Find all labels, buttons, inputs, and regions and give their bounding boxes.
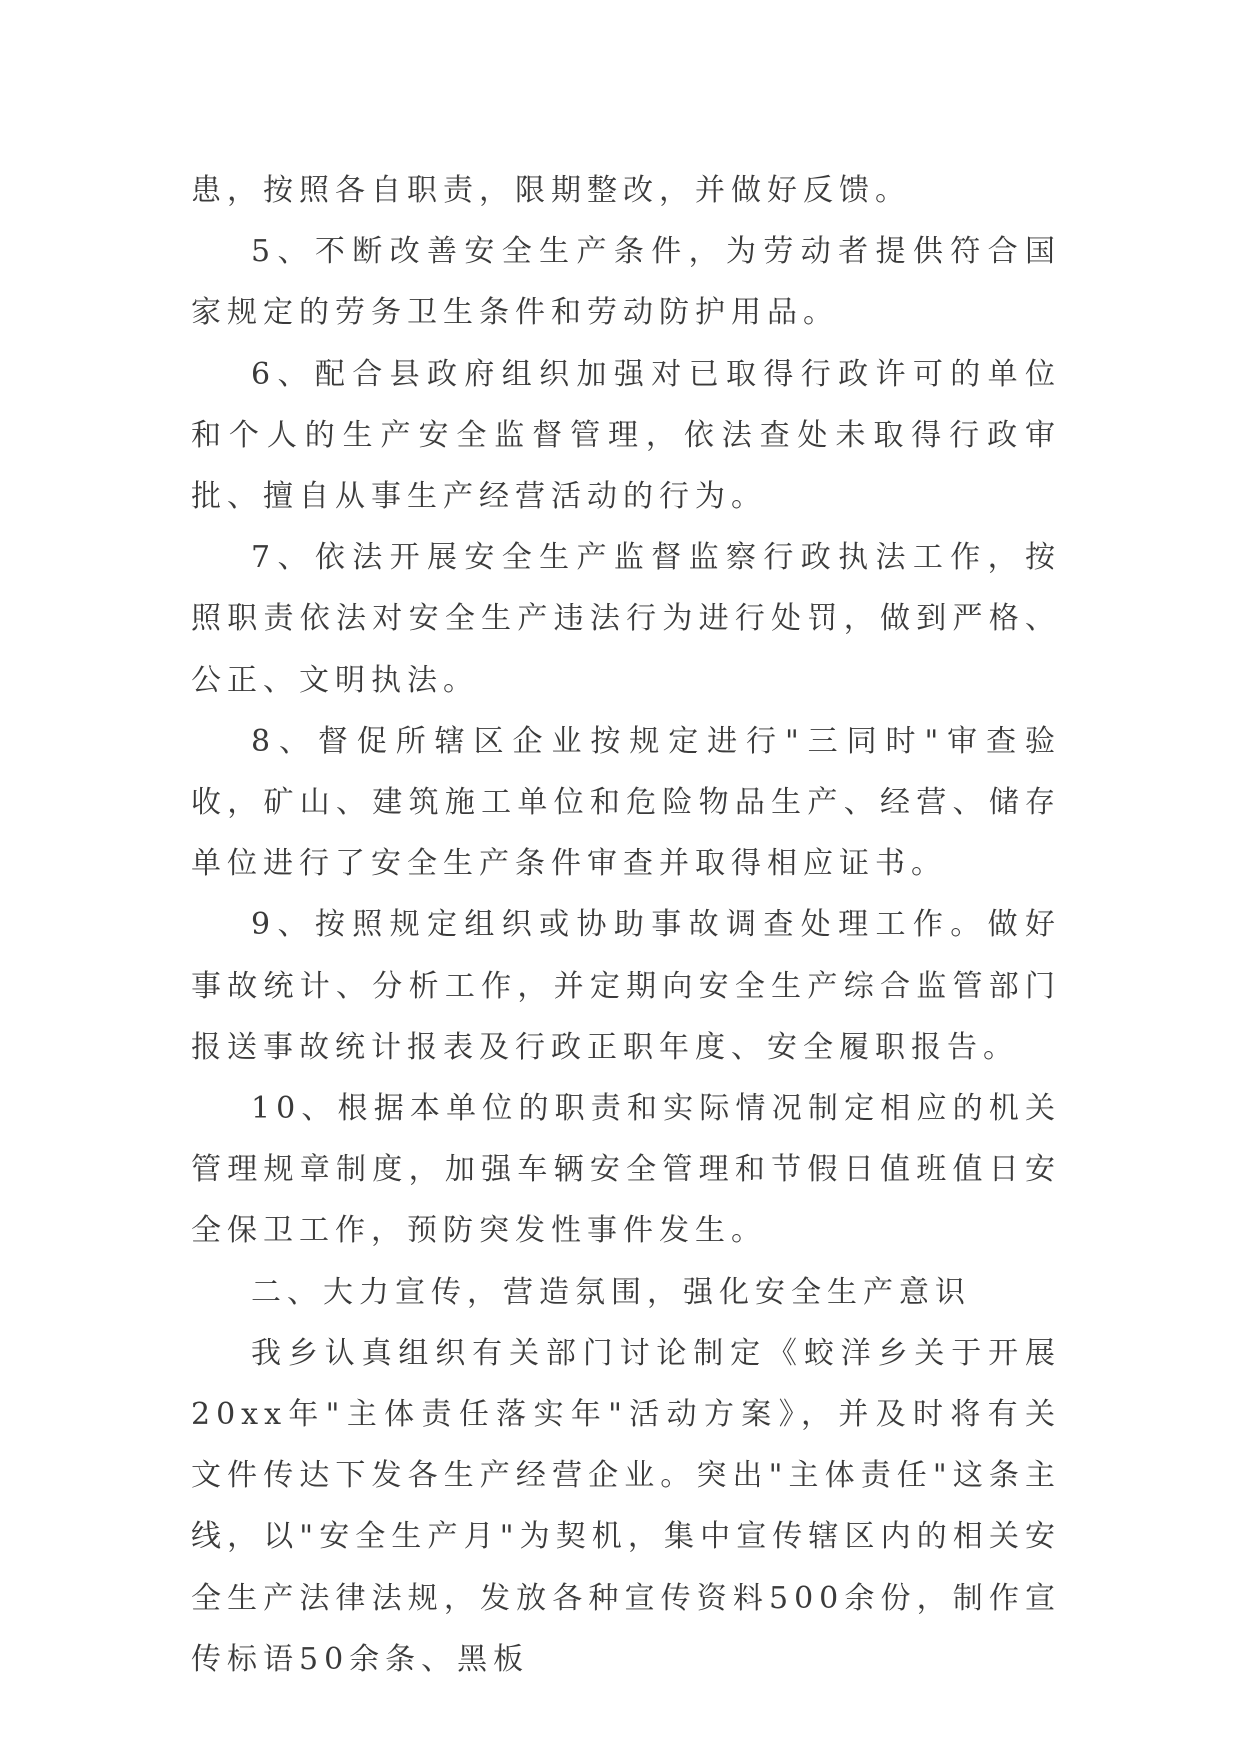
paragraph-item-6: 6、配合县政府组织加强对已取得行政许可的单位和个人的生产安全监督管理，依法查处未取得行政审批、擅自从事生产经营活动的行为。 [191,356,1061,515]
section-heading-2: 二、大力宣传，营造氛围，强化安全生产意识 [251,1274,971,1310]
paragraph-continuation: 患，按照各自职责，限期整改，并做好反馈。 [191,173,911,208]
paragraph-item-10: 10、根据本单位的职责和实际情况制定相应的机关管理规章制度，加强车辆安全管理和节假日值班值日安全保卫工作，预防突发性事件发生。 [191,1091,1061,1249]
paragraph-item-9: 9、按照规定组织或协助事故调查处理工作。做好事故统计、分析工作，并定期向安全生产综合监管部门报送事故统计报表及行政正职年度、安全履职报告。 [191,907,1061,1065]
paragraph-item-7: 7、依法开展安全生产监督监察行政执法工作，按照职责依法对安全生产违法行为进行处罚，做到严格、公正、文明执法。 [191,540,1061,698]
paragraph-item-8: 8、督促所辖区企业按规定进行"三同时"审查验收，矿山、建筑施工单位和危险物品生产、经营、储存单位进行了安全生产条件审查并取得相应证书。 [191,723,1061,882]
paragraph-item-5: 5、不断改善安全生产条件，为劳动者提供符合国家规定的劳务卫生条件和劳动防护用品。 [191,234,1061,331]
paragraph-publicity: 我乡认真组织有关部门讨论制定《蛟洋乡关于开展20xx年"主体责任落实年"活动方案》，并及时将有关文件传达下发各生产经营企业。突出"主体责任"这条主线，以"安全生产月"为契机，集中宣传辖区内的相关安全生产法律法规，发放各种宣传资料500余份，制作宣传标语50余条、黑板 [191,1335,1061,1677]
document-body [191,160,1061,1690]
